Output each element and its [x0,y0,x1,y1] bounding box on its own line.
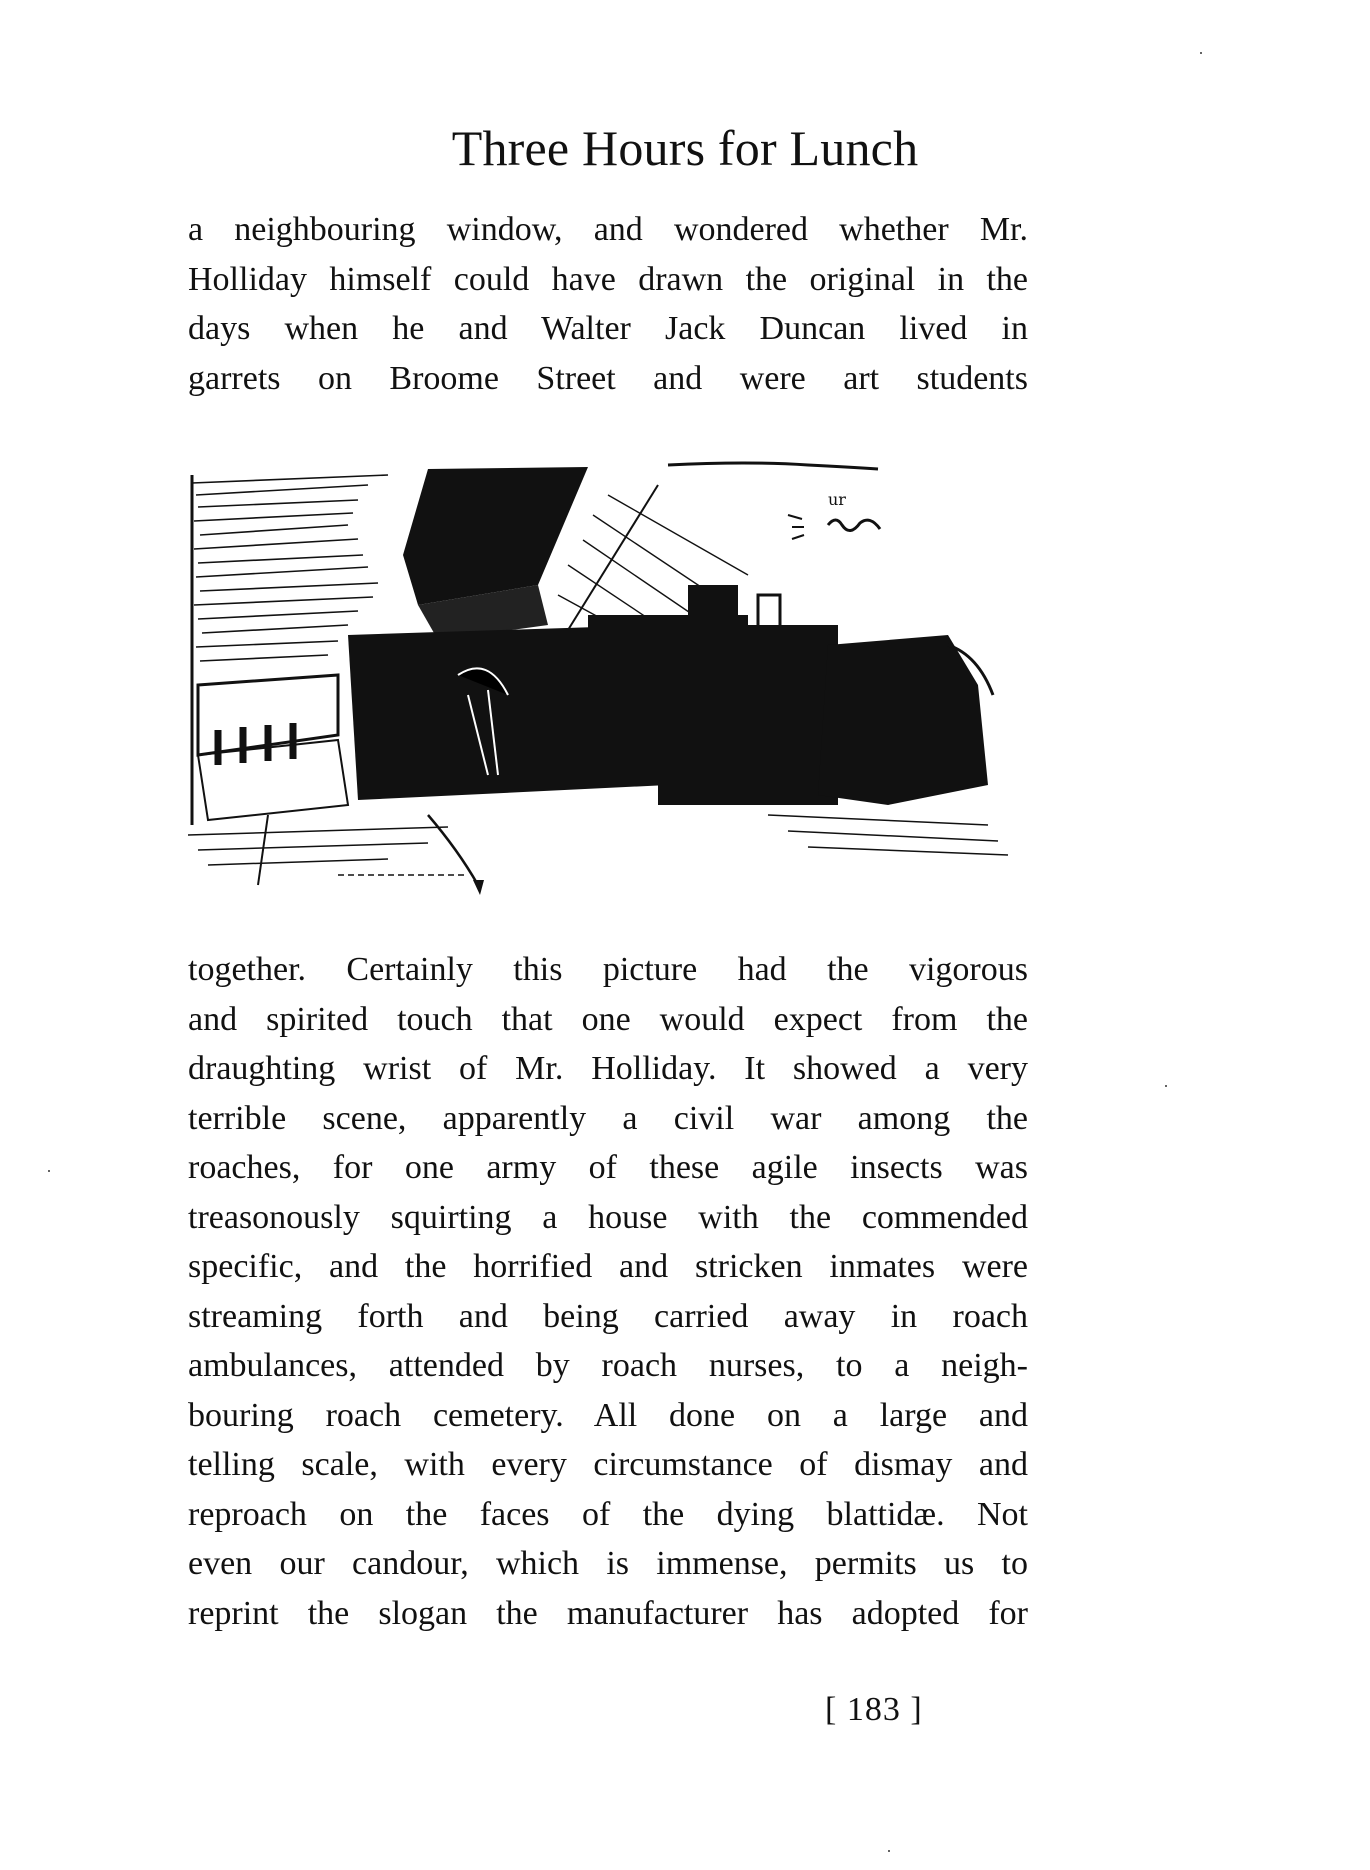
paragraph-before-illustration [188,205,1028,403]
text-line: terrible scene, apparently a civil war among the [188,1099,1028,1137]
paragraph-after-illustration [188,945,1028,1638]
text-line: specific, and the horrified and stricken inmates were [188,1248,1028,1285]
svg-text:ur: ur [828,490,846,509]
text-line: bouring roach cemetery. All done on a large and [188,1396,1028,1434]
text-line: even our candour, which is immense, permits us to [188,1545,1028,1582]
text-line: telling scale, with every circumstance of dismay and [188,1446,1028,1483]
text-line: roaches, for one army of these agile insects was [188,1149,1028,1186]
scan-speck [1165,1085,1167,1087]
text-line: treasonously squirting a house with the commended [188,1198,1028,1236]
page-number: [ 183 ] [825,1691,923,1728]
text-line: and spirited touch that one would expect from the [188,1000,1028,1038]
text-line: a neighbouring window, and wondered whether Mr. [188,211,1028,248]
page-title: Three Hours for Lunch [451,120,919,176]
text-line: reproach on the faces of the dying blattidæ. Not [188,1495,1028,1533]
scan-speck [48,1170,50,1172]
scan-speck [888,1850,890,1852]
scan-speck [1200,52,1202,54]
text-line: draughting wrist of Mr. Holliday. It showed a very [188,1050,1028,1087]
garret-illustration [188,455,1028,915]
text-line: together. Certainly this picture had the vigorous [188,951,1028,988]
text-line: days when he and Walter Jack Duncan lived in [188,310,1028,347]
garret-sketch-image [188,455,1028,915]
text-line: Holliday himself could have drawn the original in the [188,260,1028,298]
text-line: streaming forth and being carried away in roach [188,1297,1028,1335]
text-line: ambulances, attended by roach nurses, to a neigh- [188,1347,1028,1384]
text-line: garrets on Broome Street and were art students [188,359,1028,397]
text-line: reprint the slogan the manufacturer has adopted for [188,1594,1028,1632]
